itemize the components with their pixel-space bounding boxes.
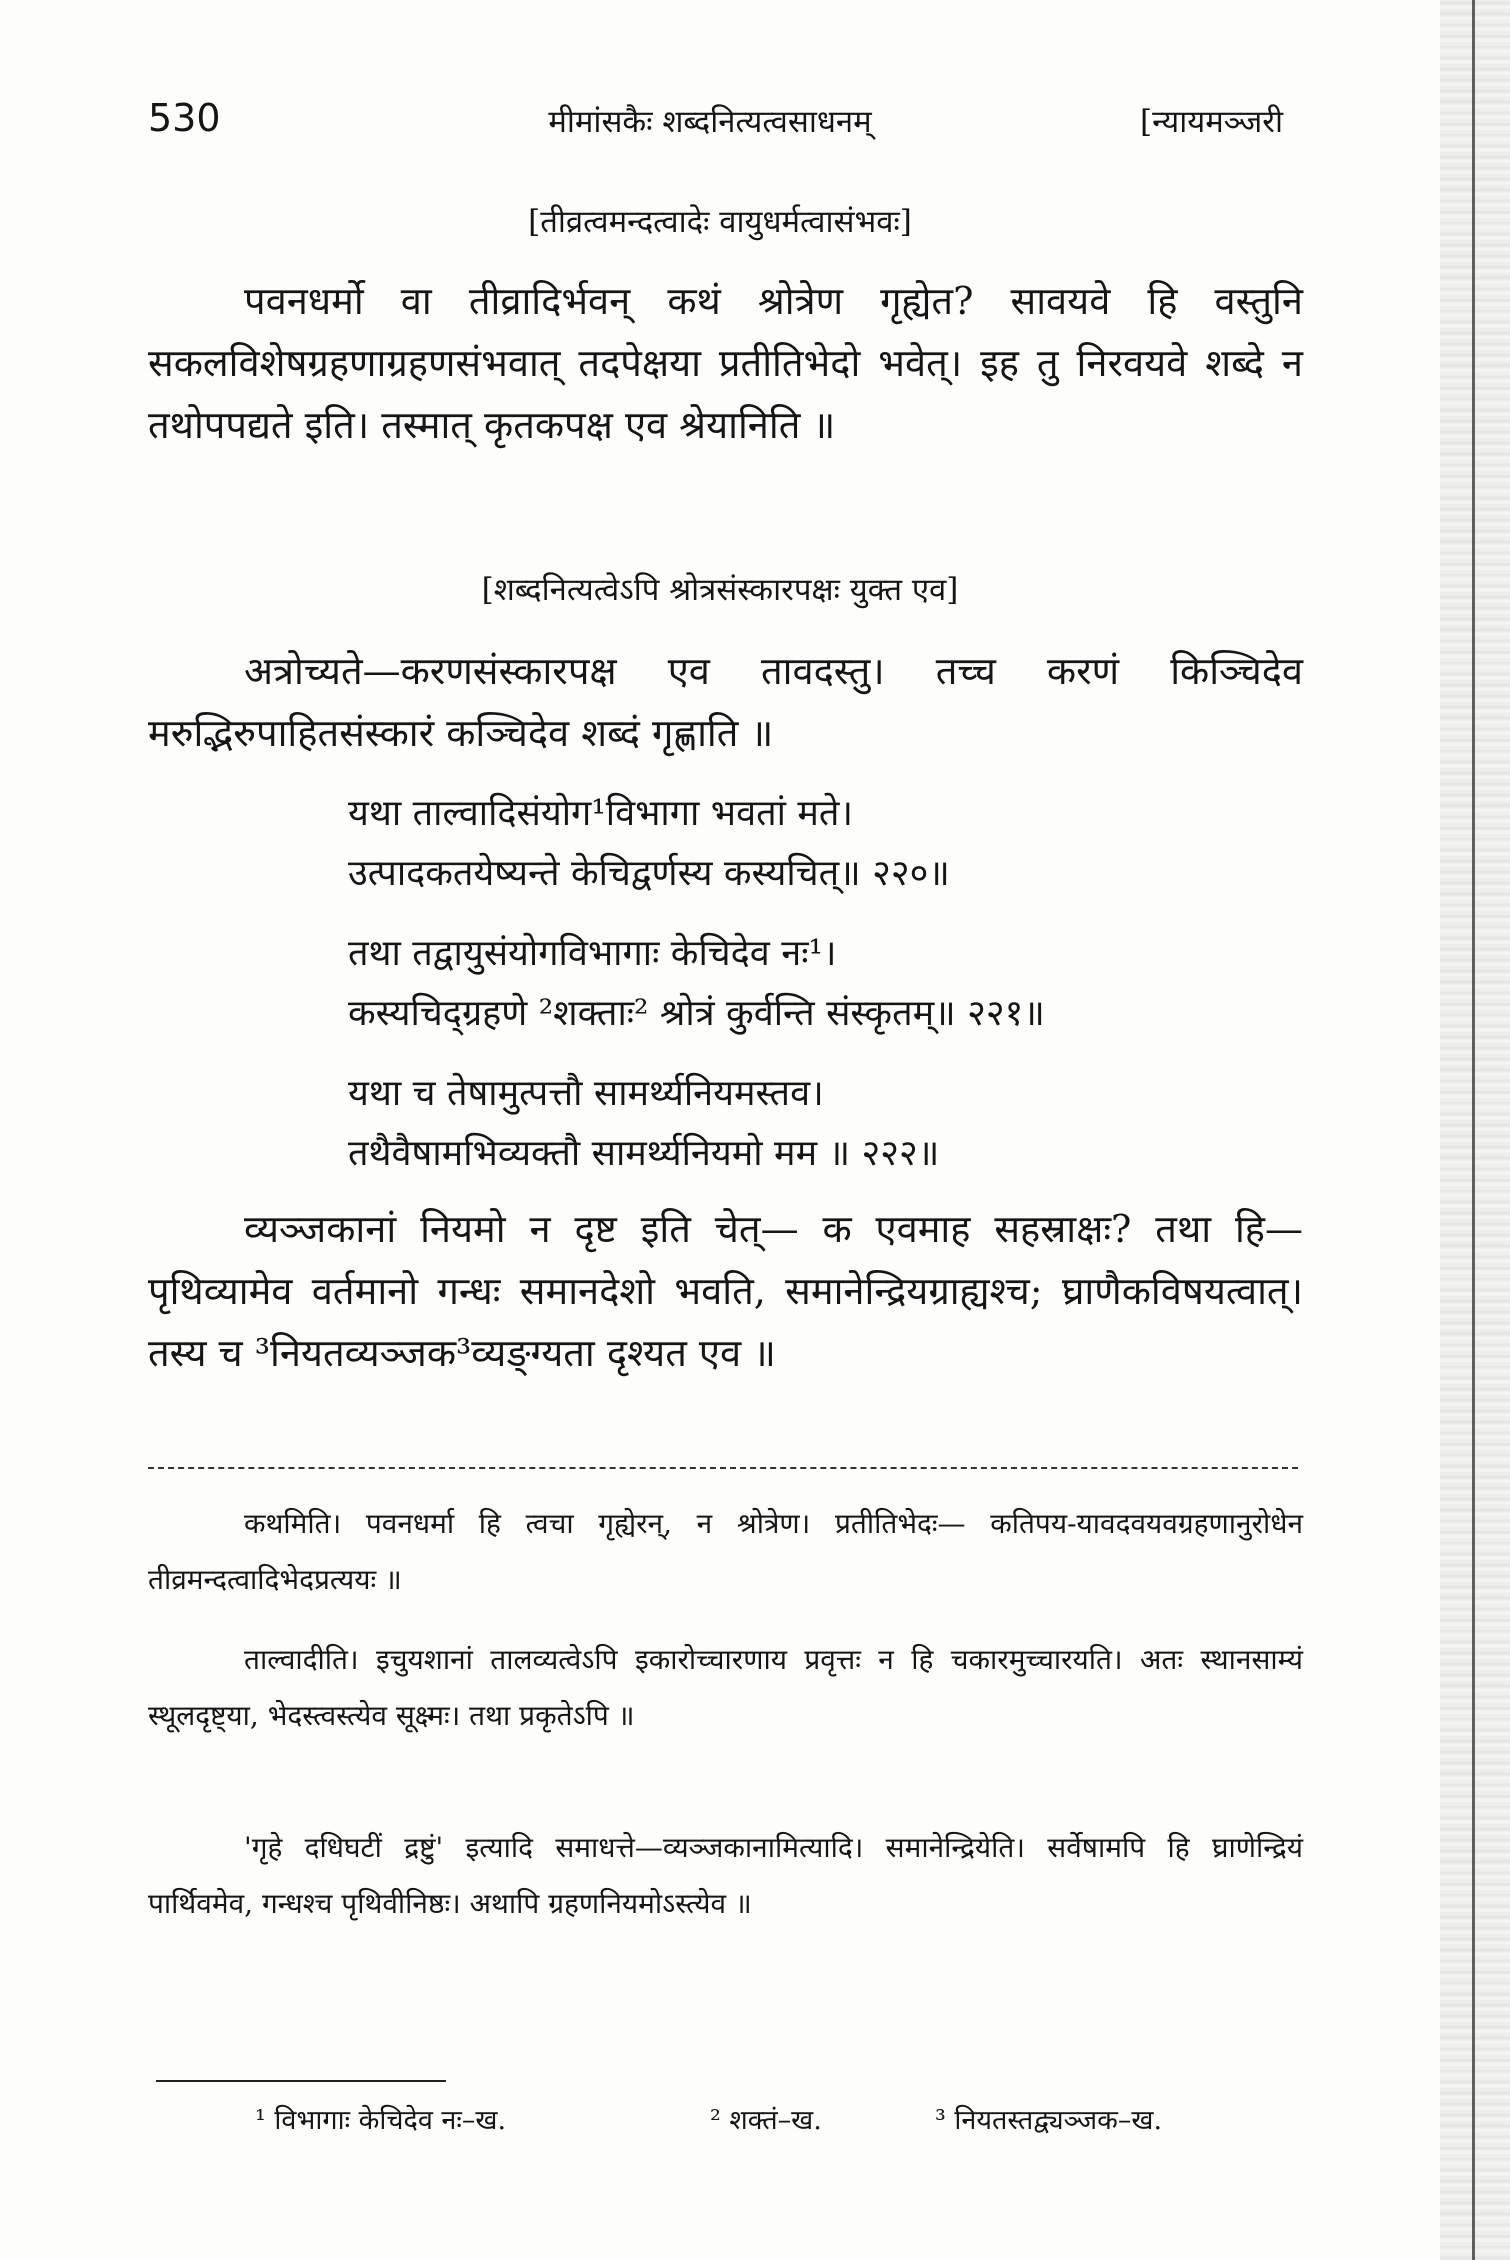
verse-line: तथा तद्वायुसंयोगविभागाः केचिदेव नः¹। <box>348 933 837 974</box>
running-title: मीमांसकैः शब्दनित्यत्वसाधनम् <box>548 104 872 140</box>
section-title-1: [तीव्रत्वमन्दत्वादेः वायुधर्मत्वासंभवः] <box>528 204 912 240</box>
paragraph-1: पवनधर्मो वा तीव्रादिर्भवन् कथं श्रोत्रेण गृह्येत? सावयवे हि वस्तुनि सकलविशेषग्रहणाग्रहणसंभवात् तदपेक्षया प्रतीतिभेदो भवेत्। इह तु निरवयवे शब्दे न तथोपपद्यते इति। तस्मात् कृतकपक्ष एव श्रेयानिति ॥ <box>148 279 1303 447</box>
page-number: 530 <box>148 96 221 140</box>
book-title: [न्यायमञ्जरी <box>1140 104 1283 140</box>
paragraph-3: व्यञ्जकानां नियमो न दृष्ट इति चेत्— क एवमाह सहस्राक्षः? तथा हि—पृथिव्यामेव वर्तमानो गन्धः समानदेशो भवति, समानेन्द्रियग्राह्यश्च; घ्राणैकविषयत्वात्। तस्य च ³नियतव्यञ्जक³व्यङ्ग्यता दृश्यत एव ॥ <box>148 1207 1303 1375</box>
verse-222 <box>348 1064 939 1184</box>
footnote-2: ² शक्तं–ख. <box>710 2105 822 2136</box>
verse-line: तथैवैषामभिव्यक्तौ सामर्थ्यनियमो मम ॥ २२२॥ <box>348 1133 940 1174</box>
commentary-2: ताल्वादीति। इचुयशानां तालव्यत्वेऽपि इकारोच्चारणाय प्रवृत्तः न हि चकारमुच्चारयति। अतः स्थानसाम्यं स्थूलदृष्ट्या, भेदस्त्वस्त्येव सूक्ष्मः। तथा प्रकृतेऽपि ॥ <box>148 1643 1303 1732</box>
footnote-3: ³ नियतस्तद्व्यञ्जक–ख. <box>935 2105 1163 2136</box>
commentary-3: 'गृहे दधिघटीं द्रष्टुं' इत्यादि समाधत्ते—व्यञ्जकानामित्यादि। समानेन्द्रियेति। सर्वेषामपि हि घ्राणेन्द्रियं पार्थिवमेव, गन्धश्च पृथिवीनिष्ठः। अथापि ग्रहणनियमोऽस्त्येव ॥ <box>148 1831 1303 1920</box>
section-title-2: [शब्दनित्यत्वेऽपि श्रोत्रसंस्कारपक्षः युक्त एव] <box>481 572 959 608</box>
paragraph-2: अत्रोच्यते—करणसंस्कारपक्ष एव तावदस्तु। तच्च करणं किञ्चिदेव मरुद्भिरुपाहितसंस्कारं कञ्चिदेव शब्दं गृह्णाति ॥ <box>148 649 1303 755</box>
page-edge-shadow <box>1440 0 1510 2260</box>
verse-220 <box>348 784 950 904</box>
page-edge-line <box>1472 0 1475 2260</box>
verse-line: उत्पादकतयेष्यन्ते केचिद्वर्णस्य कस्यचित्॥ २२०॥ <box>348 853 950 894</box>
divider-rule <box>148 1467 1298 1469</box>
verse-line: यथा च तेषामुत्पत्तौ सामर्थ्यनियमस्तव। <box>348 1073 824 1114</box>
commentary-1: कथमिति। पवनधर्मा हि त्वचा गृह्येरन्, न श्रोत्रेण। प्रतीतिभेदः— कतिपय-यावदवयवग्रहणानुरोधेन तीव्रमन्दत्वादिभेदप्रत्ययः ॥ <box>148 1507 1303 1596</box>
verse-line: कस्यचिद्ग्रहणे ²शक्ताः² श्रोत्रं कुर्वन्ति संस्कृतम्॥ २२१॥ <box>348 993 1045 1034</box>
footnote-1: ¹ विभागाः केचिदेव नः–ख. <box>255 2105 507 2136</box>
verse-line: यथा ताल्वादिसंयोग¹विभागा भवतां मते। <box>348 793 854 834</box>
verse-221 <box>348 924 1045 1044</box>
footnote-rule <box>156 2080 446 2082</box>
